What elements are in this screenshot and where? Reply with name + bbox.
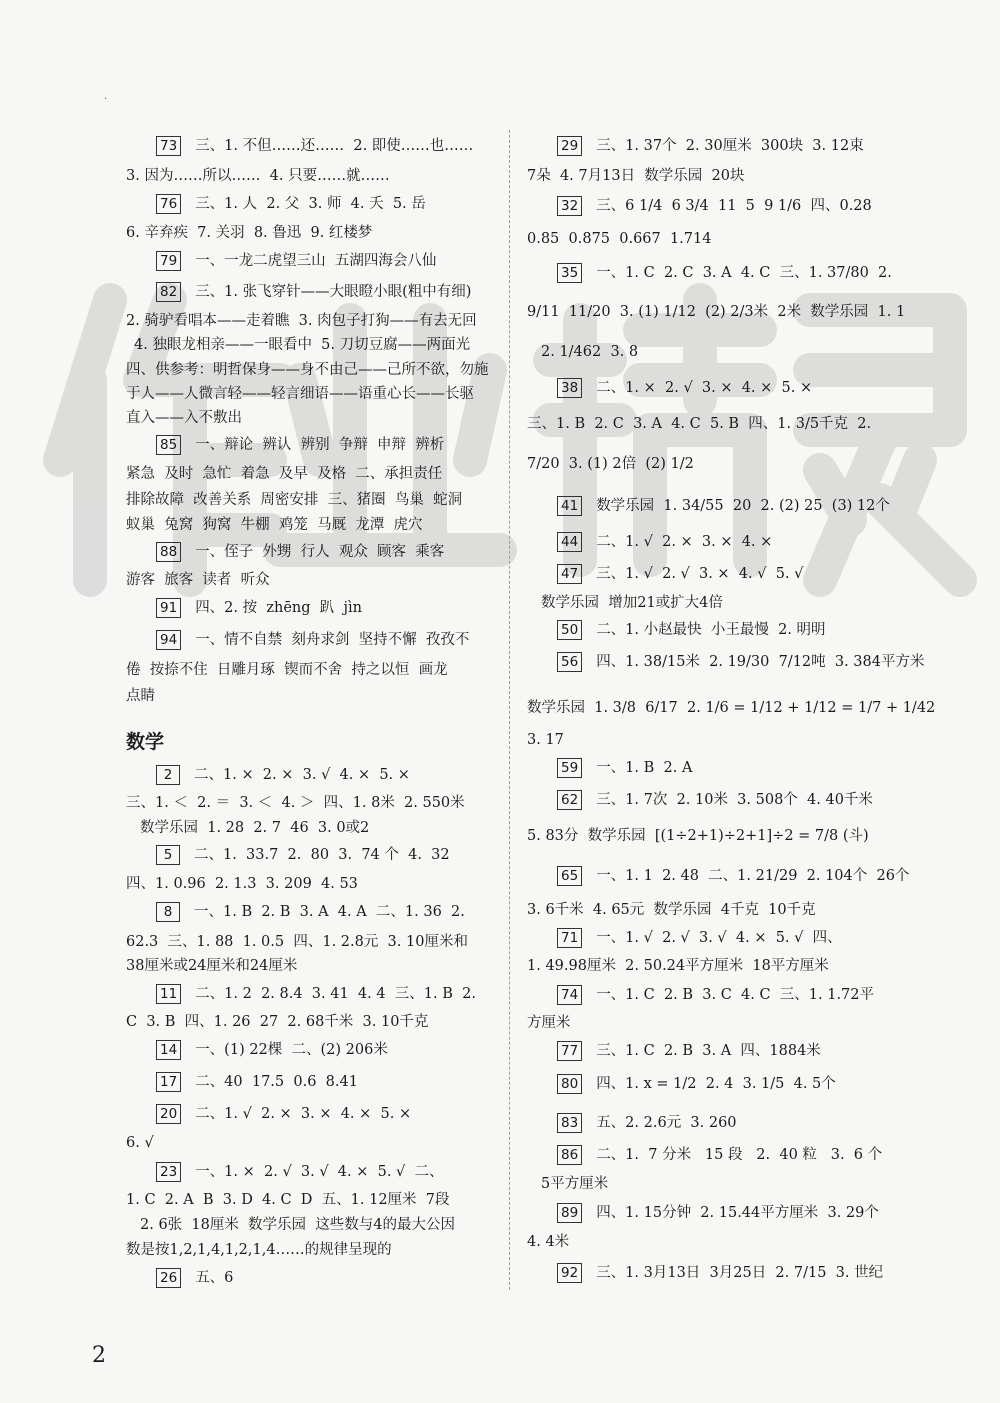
answer-line [527,900,816,920]
answer-line [527,302,905,322]
page-ref-box: 47 [557,564,582,584]
answer-text: 6. √ [126,1135,154,1151]
page-ref-box: 83 [557,1113,582,1133]
answer-line [156,136,473,156]
page-ref-box: 5 [156,845,180,865]
page-ref-box: 26 [156,1268,181,1288]
answer-text: 二、1. √ 2. × 3. × 4. × 5. × [195,1106,412,1122]
answer-text: 2. 6张 18厘米 数学乐园 这些数与4的最大公因 [140,1217,455,1233]
page-ref-box: 85 [156,435,181,455]
answer-text: 四、2. 按 zhēng 趴 jìn [195,600,362,616]
answer-line [527,414,871,434]
answer-text: 数是按1,2,1,4,1,2,1,4……的规律呈现的 [126,1242,392,1258]
answer-line [126,166,390,186]
answer-line [126,793,465,813]
answer-text: 一、1. C 2. C 3. A 4. C 三、1. 37/80 2. [596,265,892,281]
answer-line [557,928,842,948]
answer-text: 五、2. 2.6元 3. 260 [596,1115,737,1131]
answer-text: 1. C 2. A B 3. D 4. C D 五、1. 12厘米 7段 [126,1192,450,1208]
answer-line [541,1174,608,1194]
page-ref-box: 94 [156,630,181,650]
answer-text: 三、1. 人 2. 父 3. 师 4. 夭 5. 岳 [195,196,426,212]
answer-text: 4. 4米 [527,1234,570,1250]
page-ref-box: 20 [156,1104,181,1124]
page-ref-box: 74 [557,985,582,1005]
answer-text: 3. 6千米 4. 65元 数学乐园 4千克 10千克 [527,902,816,918]
answer-line [156,251,436,271]
page-ref-box: 11 [156,984,181,1004]
answer-text: 一、1. B 2. A [596,760,693,776]
page-ref-box: 2 [156,765,180,785]
answer-text: 二、1. × 2. × 3. √ 4. × 5. × [194,767,410,783]
answer-line [126,1012,428,1032]
page-ref-box: 59 [557,758,582,778]
answer-line [527,826,869,846]
answer-line [527,956,829,976]
answer-line [126,1190,450,1210]
page-ref-box: 8 [156,902,180,922]
answer-text: 7朵 4. 7月13日 数学乐园 20块 [527,168,745,184]
answer-text: 38厘米或24厘米和24厘米 [126,958,298,974]
page-ref-box: 91 [156,598,181,618]
answer-line [126,956,297,976]
answer-text: 一、(1) 22棵 二、(2) 206米 [195,1042,388,1058]
answer-line [126,408,242,428]
answer-text: 一、一龙二虎望三山 五湖四海会八仙 [195,253,437,269]
answer-line [156,1162,444,1182]
answer-text: 三、1. C 2. B 3. A 四、1884米 [596,1043,821,1059]
answer-text: 二、1. 小赵最快 小王最慢 2. 明明 [596,622,826,638]
answer-line [557,866,909,886]
page-ref-box: 65 [557,866,582,886]
page-ref-box: 71 [557,928,582,948]
answer-text: 数学乐园 1. 34/55 20 2. (2) 25 (3) 12个 [596,498,890,514]
answer-text: 三、1. B 2. C 3. A 4. C 5. B 四、1. 3/5千克 2. [527,416,872,432]
answer-line [126,515,423,535]
answer-line [126,1240,392,1260]
answer-text: 方厘米 [527,1015,571,1031]
column-divider [509,130,510,1290]
page-ref-box: 82 [156,282,181,302]
answer-text: 二、1. 7 分米 15 段 2. 40 粒 3. 6 个 [596,1147,883,1163]
answer-line [557,1074,836,1094]
page-ref-box: 76 [156,194,181,214]
answer-line [557,1203,879,1223]
answer-text: 数学乐园 1. 3/8 6/17 2. 1/6 = 1/12 + 1/12 = 1/7 + 1/42 [527,700,936,716]
answer-text: 三、6 1/4 6 3/4 11 5 9 1/6 四、0.28 [596,198,872,214]
answer-line [156,984,476,1004]
answer-text: 3. 因为……所以…… 4. 只要……就…… [126,168,390,184]
page-ref-box: 29 [557,136,582,156]
answer-line [156,1104,411,1124]
answer-text: 一、1. B 2. B 3. A 4. A 二、1. 36 2. [194,904,465,920]
answer-line [156,194,426,214]
answer-line [557,758,692,778]
answer-text: 二、1. × 2. √ 3. × 4. × 5. × [596,380,813,396]
answer-text: 4. 独眼龙相亲——一眼看中 5. 刀切豆腐——两面光 [134,337,471,353]
answer-line [541,593,723,613]
answer-line [557,1263,883,1283]
answer-line [557,620,826,640]
answer-text: 倦 按捺不住 日雕月琢 锲而不舍 持之以恒 画龙 [126,662,448,678]
answer-line [527,1232,569,1252]
answer-line [126,932,468,952]
answer-line [156,598,362,618]
answer-line [134,335,470,355]
answer-line [557,532,772,552]
answer-line [557,263,892,283]
answer-text: 三、1. 张飞穿针——大眼瞪小眼(粗中有细) [195,284,472,300]
answer-text: 点睛 [126,688,155,704]
answer-line [140,1215,455,1235]
answer-line [156,765,410,785]
answer-line [126,1133,154,1153]
page-ref-box: 80 [557,1074,582,1094]
answer-text: 5平方厘米 [541,1176,609,1192]
page-ref-box: 88 [156,542,181,562]
answer-text: 一、1. √ 2. √ 3. √ 4. × 5. √ 四、 [596,930,842,946]
answer-text: 一、情不自禁 刻舟求剑 坚持不懈 孜孜不 [195,632,470,648]
answer-text: 2. 1/462 3. 8 [541,344,639,360]
answer-line [557,1041,821,1061]
answer-text: 一、1. 1 2. 48 二、1. 21/29 2. 104个 26个 [596,868,910,884]
answer-text: 三、1. 不但……还…… 2. 即使……也…… [195,138,474,154]
page-ref-box: 44 [557,532,582,552]
answer-line [527,229,711,249]
answer-text: 3. 17 [527,732,564,748]
page-ref-box: 14 [156,1040,181,1060]
scan-dot: · [104,94,108,105]
answer-line [527,698,935,718]
answer-text: 排除故障 改善关系 周密安排 三、猪圈 鸟巢 蛇洞 [126,492,463,508]
answer-line [557,564,803,584]
answer-text: 1. 49.98厘米 2. 50.24平方厘米 18平方厘米 [527,958,829,974]
answer-line [156,1268,233,1288]
page-ref-box: 56 [557,652,582,672]
answer-text: 一、1. × 2. √ 3. √ 4. × 5. √ 二、 [195,1164,444,1180]
answer-line [126,874,358,894]
answer-line [557,985,874,1005]
answer-line [126,660,448,680]
answer-text: 游客 旅客 读者 听众 [126,572,270,588]
answer-text: 一、侄子 外甥 行人 观众 顾客 乘客 [195,544,445,560]
answer-line [126,570,270,590]
answer-line [557,652,924,672]
page-ref-box: 62 [557,790,582,810]
page-number: 2 [92,1343,106,1368]
answer-text: 紧急 及时 急忙 着急 及早 及格 二、承担责任 [126,466,443,482]
answer-text: 9/11 11/20 3. (1) 1/12 (2) 2/3米 2米 数学乐园 1. 1 [527,304,906,320]
math-section-title: 数学 [126,731,165,753]
answer-line [156,542,444,562]
answer-line [557,496,890,516]
answer-text: 二、1. 2 2. 8.4 3. 41 4. 4 三、1. B 2. [195,986,476,1002]
answer-text: 三、1. 37个 2. 30厘米 300块 3. 12束 [596,138,864,154]
answer-line [557,1113,737,1133]
page-ref-box: 86 [557,1145,582,1165]
answer-line [527,166,744,186]
answer-text: C 3. B 四、1. 26 27 2. 68千米 3. 10千克 [126,1014,429,1030]
answer-line [156,845,450,865]
answer-text: 二、40 17.5 0.6 8.41 [195,1074,358,1090]
page-ref-box: 79 [156,251,181,271]
answer-text: 四、1. x = 1/2 2. 4 3. 1/5 4. 5个 [596,1076,836,1092]
answer-line [126,360,489,380]
answer-line [126,464,442,484]
answer-line [126,384,474,404]
answer-line [126,223,372,243]
answer-text: 四、1. 0.96 2. 1.3 3. 209 4. 53 [126,876,358,892]
page-ref-box: 50 [557,620,582,640]
answer-text: 数学乐园 增加21或扩大4倍 [541,595,723,611]
answer-line [126,490,462,510]
page-ref-box: 38 [557,378,582,398]
answer-text: 五、6 [195,1270,234,1286]
page-ref-box: 17 [156,1072,181,1092]
answer-line [527,454,694,474]
answer-line [541,342,638,362]
page-ref-box: 41 [557,496,582,516]
page-ref-box: 23 [156,1162,181,1182]
answer-line [126,686,155,706]
answer-text: 数学乐园 1. 28 2. 7 46 3. 0或2 [140,820,370,836]
answer-line [527,1013,571,1033]
page-ref-box: 77 [557,1041,582,1061]
answer-text: 于人——人微言轻——轻言细语——语重心长——长驱 [126,386,474,402]
answer-text: 2. 骑驴看唱本——走着瞧 3. 肉包子打狗——有去无回 [126,313,477,329]
answer-text: 三、1. 3月13日 3月25日 2. 7/15 3. 世纪 [596,1265,884,1281]
answer-text: 62.3 三、1. 88 1. 0.5 四、1. 2.8元 3. 10厘米和 [126,934,468,950]
answer-line [156,630,469,650]
answer-line [156,1072,358,1092]
answer-text: 二、1. √ 2. × 3. × 4. × [596,534,773,550]
answer-text: 二、1. 33.7 2. 80 3. 74 个 4. 32 [194,847,450,863]
answer-line [557,1145,882,1165]
answer-line [557,790,873,810]
answer-line [156,282,471,302]
page-ref-box: 35 [557,263,582,283]
page-ref-box: 73 [156,136,181,156]
answer-text: 5. 83分 数学乐园 [(1÷2+1)÷2+1]÷2 = 7/8 (斗) [527,828,869,844]
answer-text: 一、1. C 2. B 3. C 4. C 三、1. 1.72平 [596,987,875,1003]
answer-text: 三、1. ＜ 2. ＝ 3. ＜ 4. ＞ 四、1. 8米 2. 550米 [126,795,465,811]
answer-text: 三、1. 7次 2. 10米 3. 508个 4. 40千米 [596,792,873,808]
page-ref-box: 92 [557,1263,582,1283]
page-ref-box: 32 [557,196,582,216]
page-ref-box: 89 [557,1203,582,1223]
answer-line [557,378,812,398]
answer-text: 四、1. 38/15米 2. 19/30 7/12吨 3. 384平方米 [596,654,925,670]
answer-text: 四、供参考：明哲保身——身不由己——己所不欲，勿施 [126,362,489,378]
answer-text: 0.85 0.875 0.667 1.714 [527,231,712,247]
answer-line [527,730,564,750]
answer-text: 7/20 3. (1) 2倍 (2) 1/2 [527,456,694,472]
answer-line [156,435,444,455]
answer-line [126,311,477,331]
answer-line [140,818,369,838]
answer-text: 蚁巢 兔窝 狗窝 牛棚 鸡笼 马厩 龙潭 虎穴 [126,517,423,533]
answer-text: 直入——入不敷出 [126,410,242,426]
answer-text: 三、1. √ 2. √ 3. × 4. √ 5. √ [596,566,804,582]
answer-line [557,196,872,216]
answer-line [156,1040,388,1060]
answer-text: 四、1. 15分钟 2. 15.44平方厘米 3. 29个 [596,1205,879,1221]
answer-line [557,136,864,156]
answer-text: 一、辩论 辨认 辨别 争辩 申辩 辨析 [195,437,445,453]
answer-text: 6. 辛弃疾 7. 关羽 8. 鲁迅 9. 红楼梦 [126,225,373,241]
answer-line [156,902,465,922]
